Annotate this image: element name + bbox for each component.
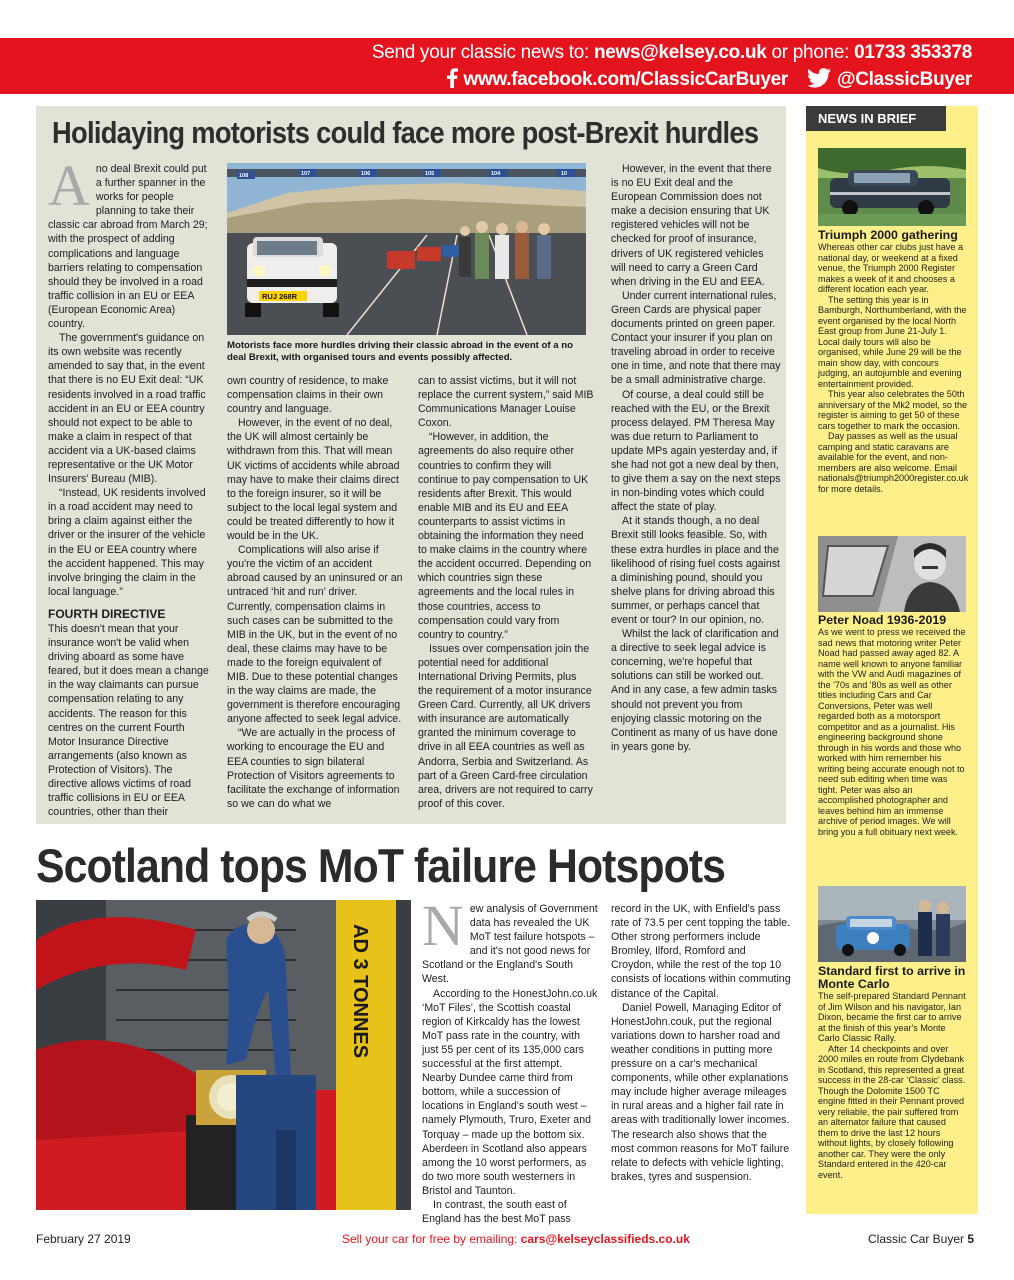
facebook-icon bbox=[446, 68, 458, 94]
photo-caption: Motorists face more hurdles driving their classic abroad in the event of a no deal Brexit, with organised tours and events possibly affected. bbox=[227, 340, 573, 363]
sidebar-header: NEWS IN BRIEF bbox=[806, 106, 946, 131]
article-paragraph: can to assist victims, but it will not replace the current system,” said MIB Communications Manager Louise Coxon. bbox=[418, 375, 594, 430]
lane-number-label: 105 bbox=[425, 171, 435, 177]
brexit-column-2 bbox=[227, 374, 403, 811]
article-paragraph: At it stands though, a no deal Brexit still looks feasible. So, with these extra hurdles in place and the likelihood of rising fuel costs against a diminishing pound, should you shelve plans for driving abroad this summer, or perhaps cancel that event or tour? In our opinion, no. bbox=[611, 515, 781, 626]
mot-garage-photo bbox=[36, 900, 411, 1210]
social-line bbox=[432, 68, 972, 94]
mot-column-1 bbox=[422, 893, 598, 1226]
article-paragraph: Under current international rules, Green Cards are physical paper documents printed on green paper. Contact your insurer if you plan on traveling abroad in order to receive one in time, and note that there may be a small administrative charge. bbox=[611, 289, 781, 387]
article-paragraph: Issues over compensation join the potential need for additional International Driving Permits, plus the requirement of a motor insurance Green Card. Currently, all UK drivers with insurance are automatically granted the minimum coverage to drive in all EEA countries as well as Andorra, Serbia and Switzerland. As part of a Green Card-free circulation area, drivers are not required to carry proof of this cover. bbox=[418, 642, 593, 810]
page-number: 5 bbox=[967, 1232, 975, 1246]
article-paragraph: Daniel Powell, Managing Editor of HonestJohn.couk, put the regional variations down to harsher road and weather conditions in putting more pressure on a car's mechanical components, while other explanations may include higher average mileages in rural areas and a higher fail rate in areas with traditionally lower incomes. The research also shows that the most common reasons for MoT failure relate to defects with vehicle lighting, brakes, tyres and suspension. bbox=[611, 1001, 790, 1183]
article-paragraph: The self-prepared Standard Pennant of Jim Wilson and his navigator, Ian Dixon, became the first car to arrive at the finish of this year's Monte Carlo Classic Rally. bbox=[818, 991, 966, 1043]
drop-cap: N bbox=[422, 893, 464, 958]
issue-date: February 27 2019 bbox=[36, 1232, 131, 1246]
news-contact-line bbox=[372, 42, 972, 64]
lane-number-label: 107 bbox=[301, 171, 311, 177]
article-paragraph: Whilst the lack of clarification and a directive to seek legal advice is concerning, we're hopeful that solutions can still be worked out. And in any case, a few admin tasks should not prevent you from enjoying classic motoring on the Continent as many of us have done in years gone by. bbox=[611, 628, 779, 753]
article-paragraph: no deal Brexit could put a further spanner in the works for people planning to take their classic car abroad from March 29; with the prospect of adding complications and language barriers relating to compensation should they be involved in a road traffic collision in an EU or EEA (European Economic Area) country. bbox=[48, 163, 208, 331]
lane-number-label: 108 bbox=[239, 173, 249, 179]
article-paragraph: record in the UK, with Enfield's pass rate of 73.5 per cent topping the table. Other strong performers include Bromley, Ilford, Romford and Croydon, while the rest of the top 10 consists of locations within commuting distance of the Capital. bbox=[611, 903, 791, 1000]
article-paragraph: ew analysis of Government data has revealed the UK MoT test failure hotspots – and it's not good news for Scotland or the England's South West. bbox=[422, 903, 598, 986]
brexit-column-3 bbox=[418, 374, 594, 811]
lane-number-label: 104 bbox=[491, 171, 501, 177]
send-news-label: Send your classic news to: bbox=[371, 42, 594, 63]
subheading: FOURTH DIRECTIVE bbox=[48, 606, 166, 621]
peter-noad-headline: Peter Noad 1936-2019 bbox=[818, 613, 947, 627]
lane-number-label: 10 bbox=[561, 171, 568, 177]
magazine-page-label bbox=[868, 1232, 974, 1246]
article-paragraph: Day passes as well as the usual camping and static caravans are available for the event, and non-members are also welcome. Email nationals@triumph2000register.co.uk for more details. bbox=[818, 431, 969, 494]
article-paragraph: “However, in addition, the agreements do also require other countries to confirm they will continue to pay compensation to UK residents after Brexit. This would enable MIB and its EU and EEA counterparts to assist victims in obtaining the information they need to make claims in the country where the accident occurred. Depending on which countries sign these agreements and the local rules in those countries, access to compensation could vary from country to country.” bbox=[418, 431, 592, 641]
article-paragraph: Whereas other car clubs just have a national day, or weekend at a fixed venue, the Triumph 2000 Register makes a week of it and chooses a different location each year. bbox=[818, 242, 964, 294]
standard-headline: Standard first to arrive in Monte Carlo bbox=[818, 964, 966, 991]
article-paragraph: Complications will also arise if you're the victim of an accident abroad caused by an uninsured or an untraced ‘hit and run’ driver. Currently, compensation claims in such cases can be submitted to the MIB in the UK, but in the event of no deal, these claims may have to be made to the foreign equivalent of MIB. Due to these potential changes in the way claims are made, the government is therefore encouraging anyone affected to seek legal advice. bbox=[227, 544, 403, 726]
or-phone-label: or phone: bbox=[766, 42, 855, 63]
article-paragraph: As we went to press we received the sad news that motoring writer Peter Noad had passed away aged 82. A name well known to anyone familiar with the VW and Audi magazines of the '70s and '80s as well as other titles including Cars and Car Conversions, Peter was well regarded both as a motorsport competitor and as a journalist. His engineering background shone through in his words and those who worked with him remember his writing being accurate enough not to need sub editing when time was tight. Peter was also an accomplished photographer and leaves behind him an immense archive of period images. We will bring you a full obituary next week. bbox=[818, 627, 966, 837]
article-paragraph: However, in the event that there is no EU Exit deal and the European Commission does not make a decision ensuring that UK registered vehicles will not be checked for proof of insurance, drivers of UK registered vehicles will need to carry a Green Card when driving in the EU and EEA. bbox=[611, 163, 772, 288]
brexit-column-4 bbox=[611, 162, 781, 754]
article-paragraph: “We are actually in the process of working to encourage the EU and EEA counties to sign bilateral Protection of Visitors agreements to facilitate the exchange of information so we can do what we bbox=[227, 727, 400, 810]
news-email-link[interactable]: news@kelsey.co.uk bbox=[593, 42, 767, 63]
article-paragraph: In contrast, the south east of England has the best MoT pass bbox=[422, 1198, 571, 1226]
article-paragraph: own country of residence, to make compensation claims in their own country and language. bbox=[227, 375, 389, 416]
standard-body bbox=[818, 991, 968, 1180]
article-paragraph: This doesn't mean that your insurance won't be valid when driving aboard as some have feared, but it does mean a change in the way claimants can pursue compensation relating to any accidents. The reason for this centres on the current Fourth Motor Insurance Directive arrangements (also known as Protection of Visitors). The directive allows victims of road traffic collisions in EU or EEA countries, other than their bbox=[48, 623, 209, 819]
sell-car-label: Sell your car for free by emailing: bbox=[342, 1232, 521, 1246]
article-paragraph: This year also celebrates the 50th anniversary of the Mk2 model, so the register is aiming to get 50 of these cars together to mark the occasion. bbox=[818, 389, 968, 431]
twitter-icon bbox=[807, 68, 831, 94]
lane-number-label: 106 bbox=[361, 171, 371, 177]
mot-column-2 bbox=[611, 902, 791, 1184]
classifieds-email-link[interactable]: cars@kelseyclassifieds.co.uk bbox=[520, 1232, 690, 1246]
article-paragraph: After 14 checkpoints and over 2000 miles en route from Clydebank in Scotland, this represented a great success in the 28-car ‘Classic’ class. Though the Dolomite 1500 TC engine fitted in their Pennant proved very reliable, the pair suffered from an alternator failure that caused them to drive the last 12 hours without lights, by closely following another car. They were the only Standard entered in the 420-car event. bbox=[818, 1043, 966, 1180]
facebook-link[interactable]: www.facebook.com/ClassicCarBuyer bbox=[463, 69, 788, 90]
mot-headline: Scotland tops MoT failure Hotspots bbox=[36, 839, 726, 892]
article-paragraph: The government's guidance on its own website was recently amended to say that, in the event that there is no EU Exit deal: “UK residents involved in a road traffic accident in an EU or EEA country should not expect to be able to make a claim in respect of that accident via a UK-based claims representative or the UK Motor Insurers' Bureau (MIB). bbox=[48, 332, 206, 486]
article-paragraph: “Instead, UK residents involved in a road accident may need to bring a claim against either the driver or the insurer of the vehicle in the EU or EEA country where the accident happened. This may involve bringing the claim in the local language.” bbox=[48, 487, 206, 598]
phone-number[interactable]: 01733 353378 bbox=[854, 42, 972, 63]
peter-noad-body bbox=[818, 627, 968, 837]
peter-noad-photo bbox=[818, 536, 966, 612]
brexit-headline: Holidaying motorists could face more post-Brexit hurdles bbox=[52, 115, 759, 150]
news-in-brief-sidebar bbox=[806, 106, 978, 1214]
standard-rally-photo bbox=[818, 886, 966, 962]
magazine-name: Classic Car Buyer bbox=[868, 1232, 968, 1246]
lift-label: AD 3 TONNES bbox=[349, 924, 371, 1059]
drop-cap: A bbox=[48, 153, 90, 218]
article-paragraph: According to the HonestJohn.co.uk ‘MoT Files’, the Scottish coastal region of Kirkcaldy has the lowest MoT pass rate in the country, with just 55 per cent of its 135,000 cars successful at the first attempt. Nearby Dundee came third from bottom, while a succession of locations in England's south west – namely Plymouth, Truro, Exeter and Torquay – made up the bottom six. Aberdeen in Scotland also appears among the 10 worst performers, as do two more south westerners in Bristol and Taunton. bbox=[422, 987, 598, 1197]
article-paragraph: The setting this year is in Bamburgh, Northumberland, with the event organised by the local North East group from June 21-July 1. Local daily tours will also be organised, while June 29 will be the main show day, with concours judging, an autojumble and evening entertainment provided. bbox=[818, 294, 967, 389]
sell-car-line bbox=[342, 1232, 690, 1246]
number-plate: RUJ 268R bbox=[262, 292, 298, 301]
brexit-column-1 bbox=[48, 153, 213, 819]
ferry-terminal-photo bbox=[227, 163, 586, 335]
triumph-headline: Triumph 2000 gathering bbox=[818, 228, 958, 242]
twitter-handle[interactable]: @ClassicBuyer bbox=[836, 69, 972, 90]
article-paragraph: However, in the event of no deal, the UK will almost certainly be withdrawn from this. That will mean UK victims of accidents while abroad may have to make their claims direct to the foreign insurer, so it will be subject to the local legal system and could be treated differently to how it would be in the UK. bbox=[227, 417, 400, 543]
contact-banner bbox=[0, 38, 1014, 94]
article-paragraph: Of course, a deal could still be reached with the EU, or the Brexit process delayed. PM Theresa May was due return to Parliament to update MPs again yesterday and, if she had not got a new deal by then, to give them a say on the next steps in non-binding votes which could affect the state of play. bbox=[611, 388, 781, 514]
triumph-car-photo bbox=[818, 148, 966, 226]
triumph-body bbox=[818, 242, 968, 494]
